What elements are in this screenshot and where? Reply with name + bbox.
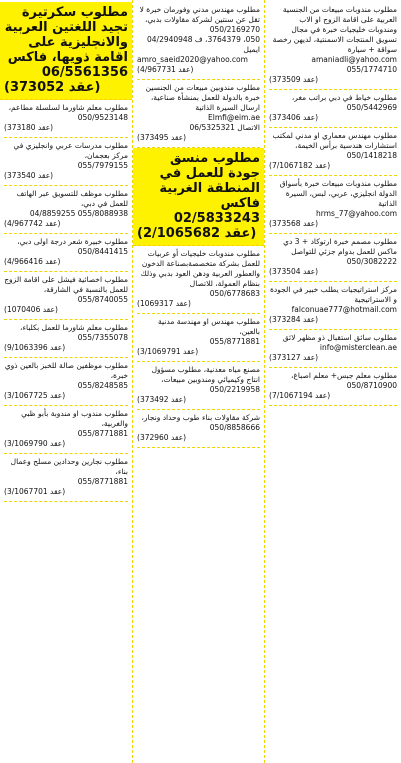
ad-reference-text: (عقد 1070406): [4, 305, 58, 314]
ad-phone-text: 050، 3764379، ف 04/2940948 ايميل: [147, 35, 260, 54]
classified-ad: [137, 246, 260, 314]
classified-ad: [4, 100, 128, 138]
classified-ad: [269, 234, 397, 282]
ad-body-text: مطلوب معلم شاورما للعمل بكلباء،: [20, 323, 128, 332]
classified-ad: [137, 362, 260, 410]
ad-phone-text: 055/8771881: [77, 429, 128, 438]
ad-phone-text: 055/8740055: [77, 295, 128, 304]
ad-reference-text: (عقد 3/1067701): [4, 487, 66, 496]
ad-phone-text: 050/8710900: [346, 381, 397, 390]
ad-contact-text: Elmfi@eim.ae: [208, 113, 260, 122]
ad-reference-text: (عقد 373568): [269, 219, 319, 228]
ad-reference-text: (عقد 373180): [4, 123, 54, 132]
ad-reference-text: (عقد 9/1063396): [4, 343, 66, 352]
classified-ad: [269, 330, 397, 368]
classified-ad: [269, 128, 397, 176]
ad-contact-text: falconuae777@hotmail.com: [291, 305, 397, 314]
ad-body-text: مطلوب موظفين صالة للخبز بالعين ذوي خبرة،: [4, 361, 128, 380]
classified-ad: [4, 234, 128, 272]
classified-ad: [133, 148, 264, 246]
classified-ad: [4, 454, 128, 502]
ad-body-text: مطلوب سائق استقبال ذو مظهر لائق: [282, 333, 397, 342]
ad-body-text: مطلوب سكرتيرة تجيد اللغتين العربية والانجليزية على اقامة ذويها، فاكس: [4, 5, 128, 65]
ad-phone-text: 055/8088938 04/8859255: [29, 209, 128, 218]
ad-phone-text: 050/5442969: [346, 103, 397, 112]
ad-body-text: مطلوب مصمم خبرة ارتوكاد + 3 دي ماكس للعمل بدوام جزئي للتواصل: [283, 237, 397, 256]
ad-body-text: مطلوب معلم شاورما لسلسلة مطاعم،: [8, 103, 128, 112]
ad-phone-text: 055/8771881: [77, 477, 128, 486]
ad-reference-text: (عقد 7/1067182): [269, 161, 331, 170]
ad-body-text: مطلوب نجارين وحدادين مسلح وعمال بناء،: [10, 457, 128, 476]
ad-reference-text: (عقد 4/966416): [4, 257, 61, 266]
classified-ad: [4, 186, 128, 234]
classified-ad: [269, 176, 397, 234]
ad-reference-text: (عقد 373284): [269, 315, 319, 324]
classified-ad: [269, 368, 397, 406]
classified-ad: [4, 406, 128, 454]
ad-contact-text: info@misterclean.ae: [319, 343, 397, 352]
classified-ad: [4, 320, 128, 358]
ad-reference-text: (عقد 4/967731): [137, 65, 194, 74]
ad-reference-text: (عقد 3/1069791): [137, 347, 199, 356]
ad-reference-text: (عقد 3/1067725): [4, 391, 66, 400]
ad-body-text: مطلوب معلم جبس+ معلم اصباغ،: [291, 371, 397, 380]
ad-reference-text: amro_saeid2020@yahoo.com: [137, 55, 248, 64]
ad-contact-text: amaniadli@yahoo.com: [311, 55, 397, 64]
ad-reference-text: (عقد 372960): [137, 433, 187, 442]
ad-reference-text: (عقد 4/967742): [4, 219, 61, 228]
middle-column: [132, 0, 264, 763]
ad-phone-text: 055/8771881: [209, 337, 260, 346]
classified-ad: [269, 282, 397, 330]
ad-phone-text: 055/7355078: [77, 333, 128, 342]
ad-body-text: مركز استراتيجيات يطلب خبير في الجودة و الاستراتيجية: [269, 285, 397, 304]
ad-body-text: مطلوب اخصائية فيشل على اقامة الزوج للعمل بالنسبة في الشارقة،: [4, 275, 128, 294]
left-column: [0, 0, 132, 763]
ad-body-text: مطلوب مهندس مدني وفورمان خبرة لا تقل عن سنتين لشركة مقاولات بدبي،: [139, 5, 260, 24]
ad-phone-text: 02/5833243: [173, 211, 260, 226]
ad-contact-text: hrms_77@yahoo.com: [316, 209, 397, 218]
ad-reference-text: (عقد 373504): [269, 267, 319, 276]
classified-ad: [269, 90, 397, 128]
classified-ad: [137, 410, 260, 448]
classified-ad: [4, 358, 128, 406]
ad-body-text: مطلوب مهندس معماري او مدني لمكتب استشارات هندسية برأس الخيمة،: [272, 131, 397, 150]
ad-contact-text: 050/2169270: [209, 25, 260, 34]
ad-reference-text: (عقد 373127): [269, 353, 319, 362]
classified-ad: [0, 2, 132, 100]
ad-phone-text: 050/3082222: [346, 257, 397, 266]
classified-ad: [4, 138, 128, 186]
ad-reference-text: (عقد 1069317): [137, 299, 191, 308]
classified-ad: [4, 272, 128, 320]
ad-reference-text: (عقد 3/1069790): [4, 439, 66, 448]
classified-ad: [269, 2, 397, 90]
ad-reference-text: (عقد 373540): [4, 171, 54, 180]
ad-reference-text: (عقد 2/1065682): [137, 226, 257, 241]
ad-reference-text: (عقد 7/1067194): [269, 391, 331, 400]
ad-phone-text: 050/1418218: [346, 151, 397, 160]
ad-body-text: مصنع مياه معدنية، مطلوب مسؤول انتاج وكيميائي ومندوبين مبيعات،: [151, 365, 260, 384]
ad-body-text: مطلوب منسق جودة للعمل في المنطقة الغربية فاكس: [159, 151, 260, 211]
ad-phone-text: 050/9523148: [77, 113, 128, 122]
ad-body-text: مطلوب مندوبات مبيعات من الجنسية العربية على اقامة الزوج او الاب ومندوبات خليجيات خبرة في مجال تسويق المنتجات الاسمنتية، لديهن رخصة سواقة + سيارة: [272, 5, 397, 54]
ad-reference-text: (عقد 373406): [269, 113, 319, 122]
ad-phone-text: 050/8441415: [77, 247, 128, 256]
right-column: [264, 0, 401, 763]
ad-reference-text: (عقد 373052): [4, 80, 101, 95]
ad-reference-text: (عقد 373495): [137, 133, 187, 142]
ad-body-text: مطلوب مندوب او مندوبة بأبو ظبي والغربية،: [21, 409, 128, 428]
ad-body-text: مطلوب مندوبات خليجيات أو عربيات للعمل بشركة متخصصةبصناعة الدخون والعطور العربية ودهن العود بدبي وذلك بنظام العمولة، للاتصال: [140, 249, 260, 288]
ad-body-text: مطلوب مدرسات عربي وانجليزي في مركز بعجمان،: [13, 141, 128, 160]
ad-body-text: مطلوب مندوبات مبيعات خبرة بأسواق الدولة انجليزي، عربي، لبس، السيرة الذاتية: [279, 179, 397, 208]
ad-phone-text: 050/6778683: [209, 289, 260, 298]
ad-body-text: مطلوب خبيرة شعر درجة اولى دبي،: [17, 237, 128, 246]
ad-body-text: مطلوب خياط في دبي براتب مغر،: [291, 93, 397, 102]
ad-reference-text: (عقد 373509): [269, 75, 319, 84]
classified-ad: [137, 314, 260, 362]
ad-body-text: شركة مقاولات بناء طوب وحداد ونجار،: [141, 413, 260, 422]
ad-phone-text: 055/8248585: [77, 381, 128, 390]
ad-body-text: مطلوب مندوبين مبيعات من الجنسين خبرة بالدولة للعمل بمنشأة صناعية، ارسال السيرة الذاتية: [145, 83, 260, 112]
ad-reference-text: (عقد 373492): [137, 395, 187, 404]
ad-phone-text: 055/7979155: [77, 161, 128, 170]
classified-ad: [137, 80, 260, 148]
ad-phone-text: 050/8858666: [209, 423, 260, 432]
ad-phone-text: 06/5561356: [41, 65, 128, 80]
ad-phone-text: 055/1774710: [346, 65, 397, 74]
ad-phone-text: الاتصال 06/5325321: [189, 123, 260, 132]
ad-body-text: مطلوب موظف للتسويق عبر الهاتف للعمل في دبي،: [16, 189, 128, 208]
ad-body-text: مطلوب مهندس او مهندسة مدنية بالعين،: [158, 317, 260, 336]
ad-phone-text: 050/2219958: [209, 385, 260, 394]
classified-ad: [137, 2, 260, 80]
